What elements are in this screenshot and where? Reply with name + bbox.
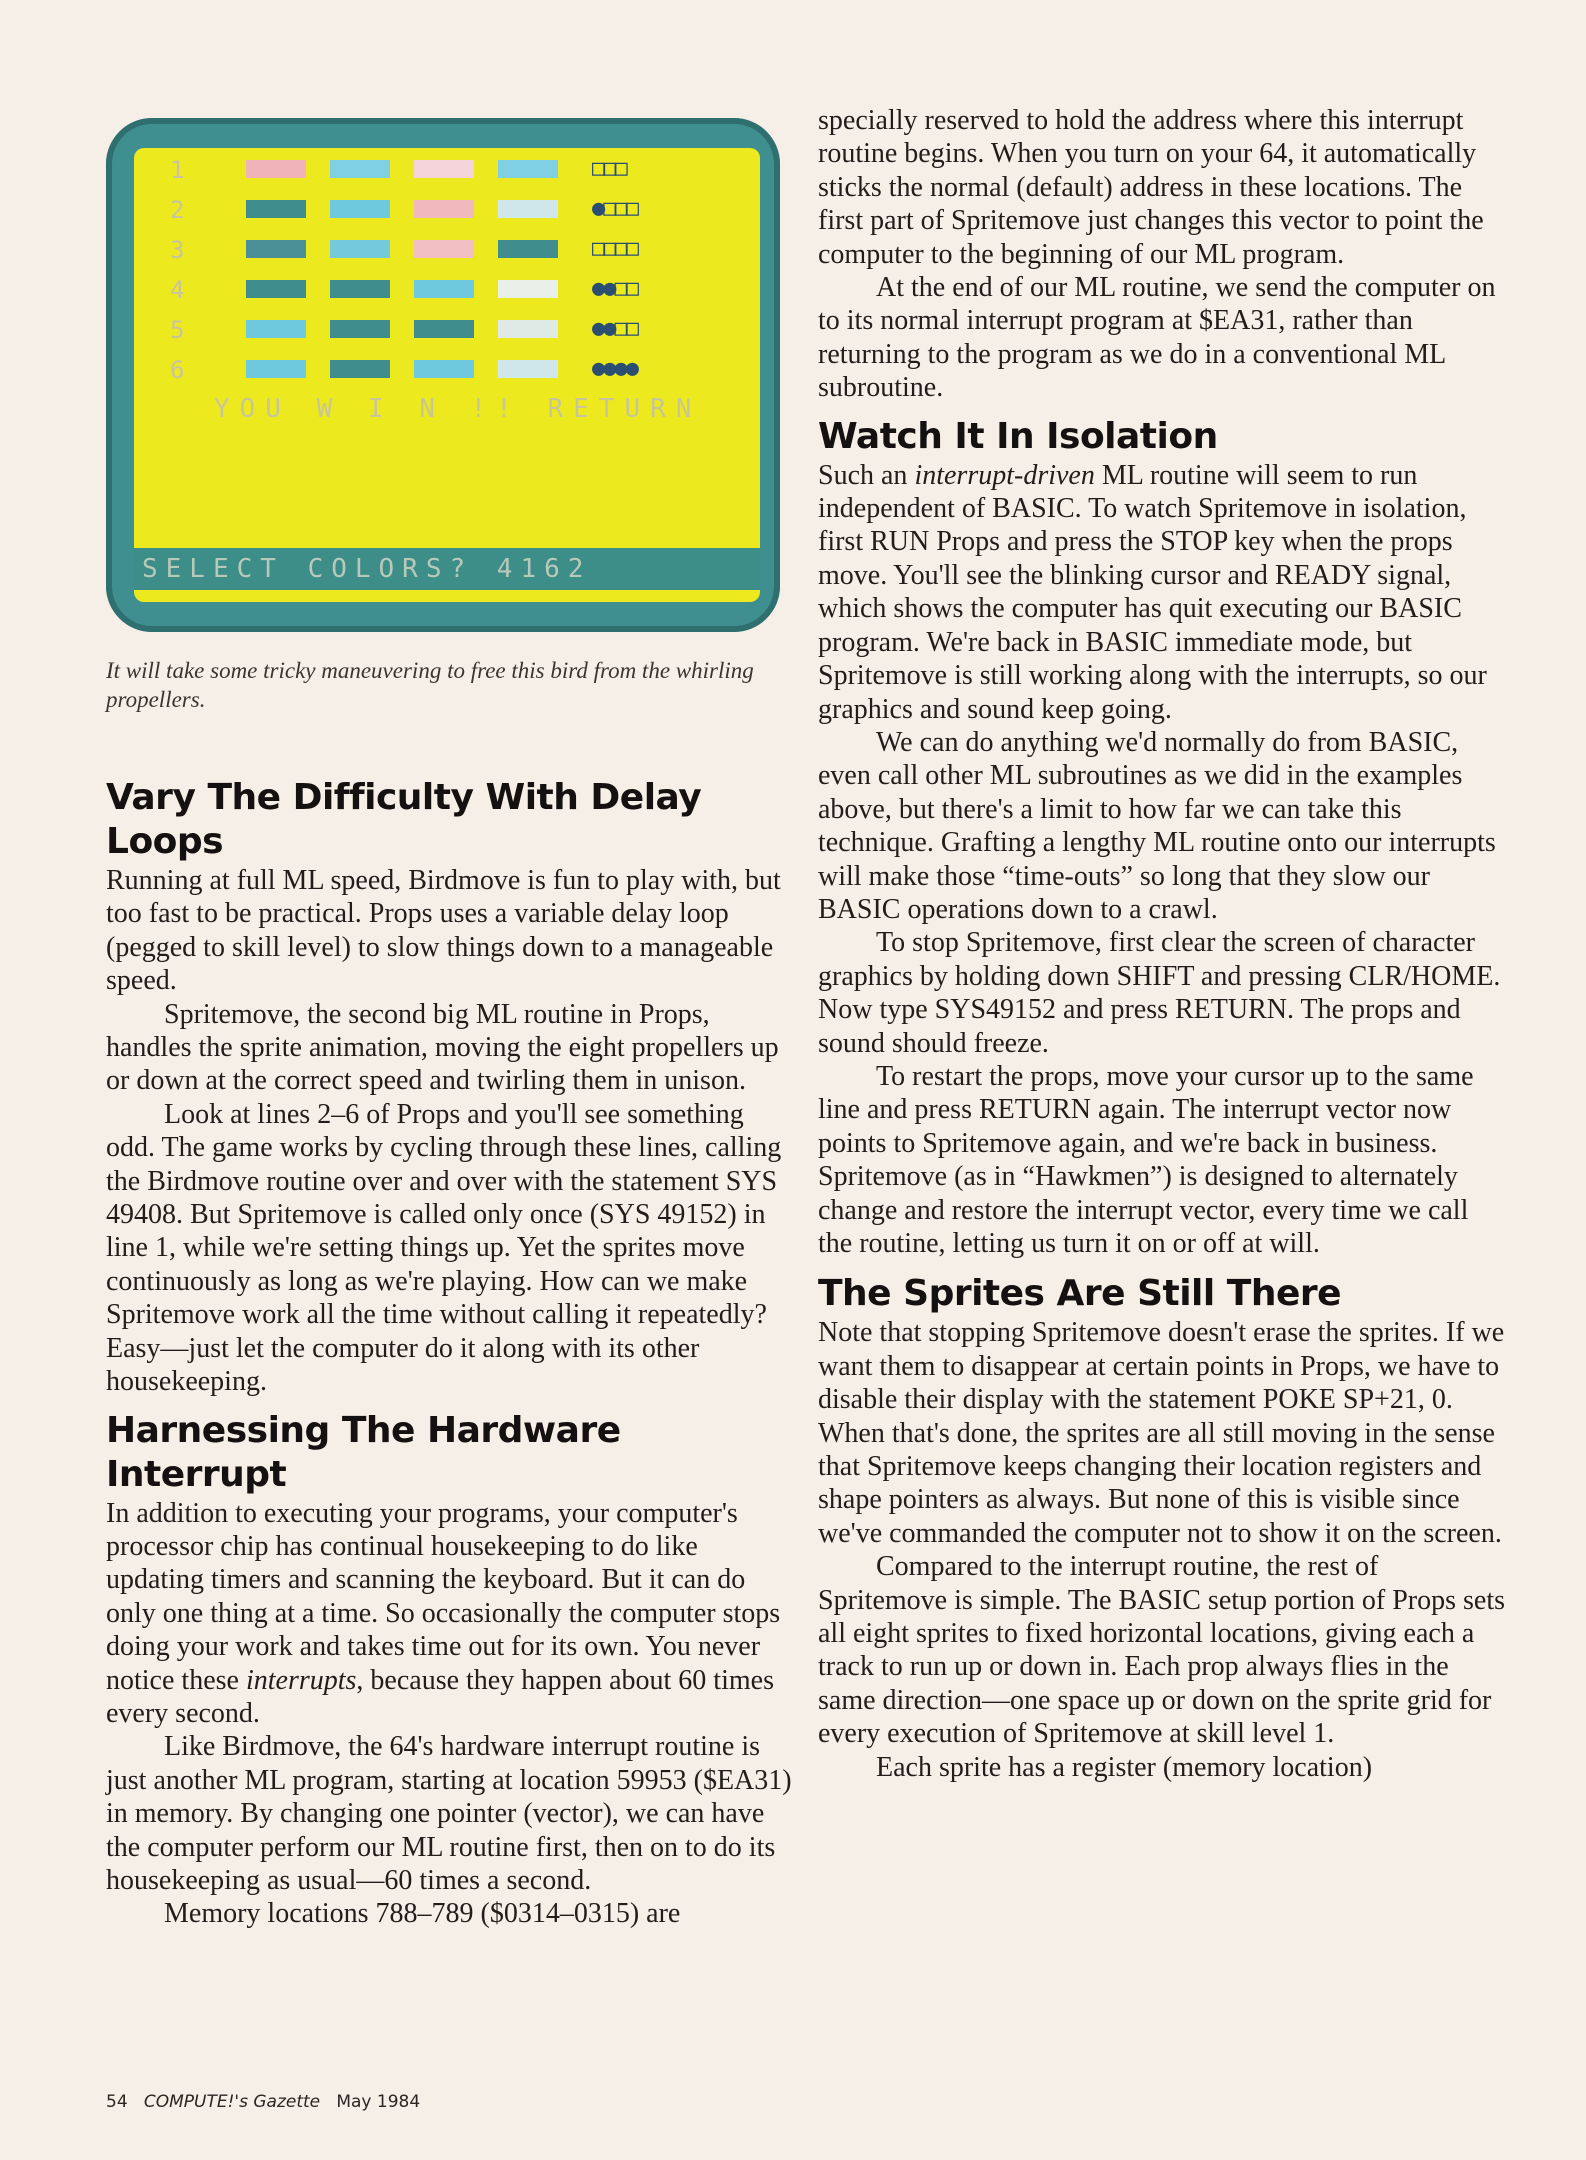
figure-caption: It will take some tricky maneuvering to free this bird from the whirling propellers. xyxy=(106,658,754,712)
prop-block xyxy=(498,280,558,298)
prop-block xyxy=(246,200,306,218)
prop-block xyxy=(414,200,474,218)
prop-block xyxy=(246,360,306,378)
prop-block xyxy=(330,360,390,378)
win-message: YOU W I N !! RETURN xyxy=(214,394,702,424)
life-counter: ●●□□ xyxy=(592,316,637,341)
section-heading: Harnessing The Hardware Interrupt xyxy=(106,1409,621,1495)
emphasis: interrupts xyxy=(245,1664,357,1696)
life-counter: ●□□□ xyxy=(592,196,637,221)
prop-block xyxy=(330,280,390,298)
row-number: 1 xyxy=(170,156,185,184)
prop-row xyxy=(134,156,760,182)
left-column xyxy=(106,776,796,1931)
page-footer xyxy=(106,2092,420,2112)
paragraph: Spritemove, the second big ML routine in Props, handles the sprite animation, moving the eight propellers up or down at the correct speed and twirling them in unison. xyxy=(106,998,779,1097)
paragraph: specially reserved to hold the address where this interrupt routine begins. When you turn on your 64, it automatically sticks the normal (default) address in these locations. The first part of Spritemove just changes this vector to point the computer to the beginning of our ML program. xyxy=(818,105,1484,270)
prop-block xyxy=(246,320,306,338)
emphasis: interrupt-driven xyxy=(914,459,1095,491)
prop-row xyxy=(134,236,760,262)
prop-row xyxy=(134,196,760,222)
paragraph: We can do anything we'd normally do from BASIC, even call other ML subroutines as we did in the examples above, but there's a limit to how far we can take this technique. Grafting a lengthy ML routine onto our interrupts will make those “time-outs” so long that they slow our BASIC operations down to a crawl. xyxy=(818,726,1496,925)
publication-name: COMPUTE!'s Gazette xyxy=(143,2092,321,2112)
section-heading: Watch It In Isolation xyxy=(818,415,1218,457)
prop-block xyxy=(246,280,306,298)
prop-block xyxy=(414,360,474,378)
right-column xyxy=(818,104,1508,1784)
life-counter: □□□□ xyxy=(592,236,637,261)
prop-block xyxy=(330,160,390,178)
paragraph: Running at full ML speed, Birdmove is fun to play with, but too fast to be practical. Props uses a variable delay loop (pegged to skill level) to slow things down to a manageable speed. xyxy=(106,865,781,997)
prop-block xyxy=(414,240,474,258)
prop-block xyxy=(498,240,558,258)
prop-row xyxy=(134,276,760,302)
life-counter: ●●●● xyxy=(592,356,637,381)
prop-block xyxy=(330,240,390,258)
prop-row xyxy=(134,356,760,382)
paragraph: At the end of our ML routine, we send the computer on to its normal interrupt program at $EA31, rather than returning to the program as we do in a conventional ML subroutine. xyxy=(818,272,1496,404)
paragraph: Note that stopping Spritemove doesn't erase the sprites. If we want them to disappear at certain points in Props, we have to disable their display with the statement POKE SP+21, 0. When that's done, the sprites are all still moving in the sense that Spritemove keeps changing their location registers and shape pointers as always. But none of this is visible since we've commanded the computer not to show it on the screen. xyxy=(818,1317,1505,1549)
page-number: 54 xyxy=(106,2092,128,2112)
prop-row xyxy=(134,316,760,342)
row-number: 6 xyxy=(170,356,185,384)
paragraph: Like Birdmove, the 64's hardware interrupt routine is just another ML program, starting at location 59953 ($EA31) in memory. By changing one pointer (vector), we can have the computer perform our ML routine first, then on to do its housekeeping as usual—60 times a second. xyxy=(106,1731,792,1896)
prop-block xyxy=(414,280,474,298)
text-run: ML routine will seem to run independent of BASIC. To watch Spritemove in isolation, first RUN Props and press the STOP key when the props move. You'll see the blinking cursor and READY signal, which shows the computer has quit executing our BASIC program. We're back in BASIC immediate mode, but Spritemove is still working along with the interrupts, so our graphics and sound keep going. xyxy=(818,459,1487,725)
game-screen xyxy=(134,148,760,602)
prop-block xyxy=(498,360,558,378)
game-screenshot xyxy=(106,118,780,632)
paragraph: Each sprite has a register (memory location) xyxy=(876,1751,1373,1783)
text-run: , because they happen about 60 times every second. xyxy=(106,1664,774,1729)
select-colors-prompt: SELECT COLORS? 4162 xyxy=(142,554,592,584)
paragraph: Memory locations 788–789 ($0314–0315) are xyxy=(164,1898,681,1930)
prop-block xyxy=(330,200,390,218)
row-number: 5 xyxy=(170,316,185,344)
prop-block xyxy=(498,160,558,178)
prop-block xyxy=(414,160,474,178)
issue-date: May 1984 xyxy=(336,2092,421,2112)
prop-block xyxy=(498,320,558,338)
paragraph xyxy=(106,1497,796,1731)
paragraph: To restart the props, move your cursor up to the same line and press RETURN again. The interrupt vector now points to Spritemove again, and we're back in business. Spritemove (as in “Hawkmen”) is designed to alternately change and restore the interrupt vector, every time we call the routine, letting us turn it on or off at will. xyxy=(818,1060,1474,1259)
row-number: 3 xyxy=(170,236,185,264)
prop-block xyxy=(498,200,558,218)
prop-block xyxy=(330,320,390,338)
prop-block xyxy=(246,240,306,258)
section-heading: The Sprites Are Still There xyxy=(818,1273,1342,1315)
life-counter: ●●□□ xyxy=(592,276,637,301)
text-run: Such an xyxy=(818,459,915,491)
section-heading: Vary The Difficulty With Delay Loops xyxy=(106,777,702,862)
paragraph xyxy=(818,459,1508,726)
paragraph: To stop Spritemove, first clear the screen of character graphics by holding down SHIFT and pressing CLR/HOME. Now type SYS49152 and press RETURN. The props and sound should freeze. xyxy=(818,927,1501,1059)
paragraph: Look at lines 2–6 of Props and you'll see something odd. The game works by cycling through these lines, calling the Birdmove routine over and over with the statement SYS 49408. But Spritemove is called only once (SYS 49152) in line 1, while we're setting things up. Yet the sprites move continuously as long as we're playing. How can we make Spritemove work all the time without calling it repeatedly? Easy—just let the computer do it along with its other housekeeping. xyxy=(106,1098,782,1398)
life-counter: □□□ xyxy=(592,156,626,181)
prop-block xyxy=(414,320,474,338)
row-number: 2 xyxy=(170,196,185,224)
paragraph: Compared to the interrupt routine, the rest of Spritemove is simple. The BASIC setup portion of Props sets all eight sprites to fixed horizontal locations, giving each a track to run up or down in. Each prop always flies in the same direction—one space up or down on the sprite grid for every execution of Spritemove at skill level 1. xyxy=(818,1551,1506,1750)
prop-block xyxy=(246,160,306,178)
status-bar xyxy=(134,548,760,590)
row-number: 4 xyxy=(170,276,185,304)
text-run: In addition to executing your programs, your computer's processor chip has continual housekeeping to do like updating timers and scanning the keyboard. But it can do only one thing at a time. So occasionally the computer stops doing your work and takes time out for its own. You never notice these xyxy=(106,1497,781,1696)
